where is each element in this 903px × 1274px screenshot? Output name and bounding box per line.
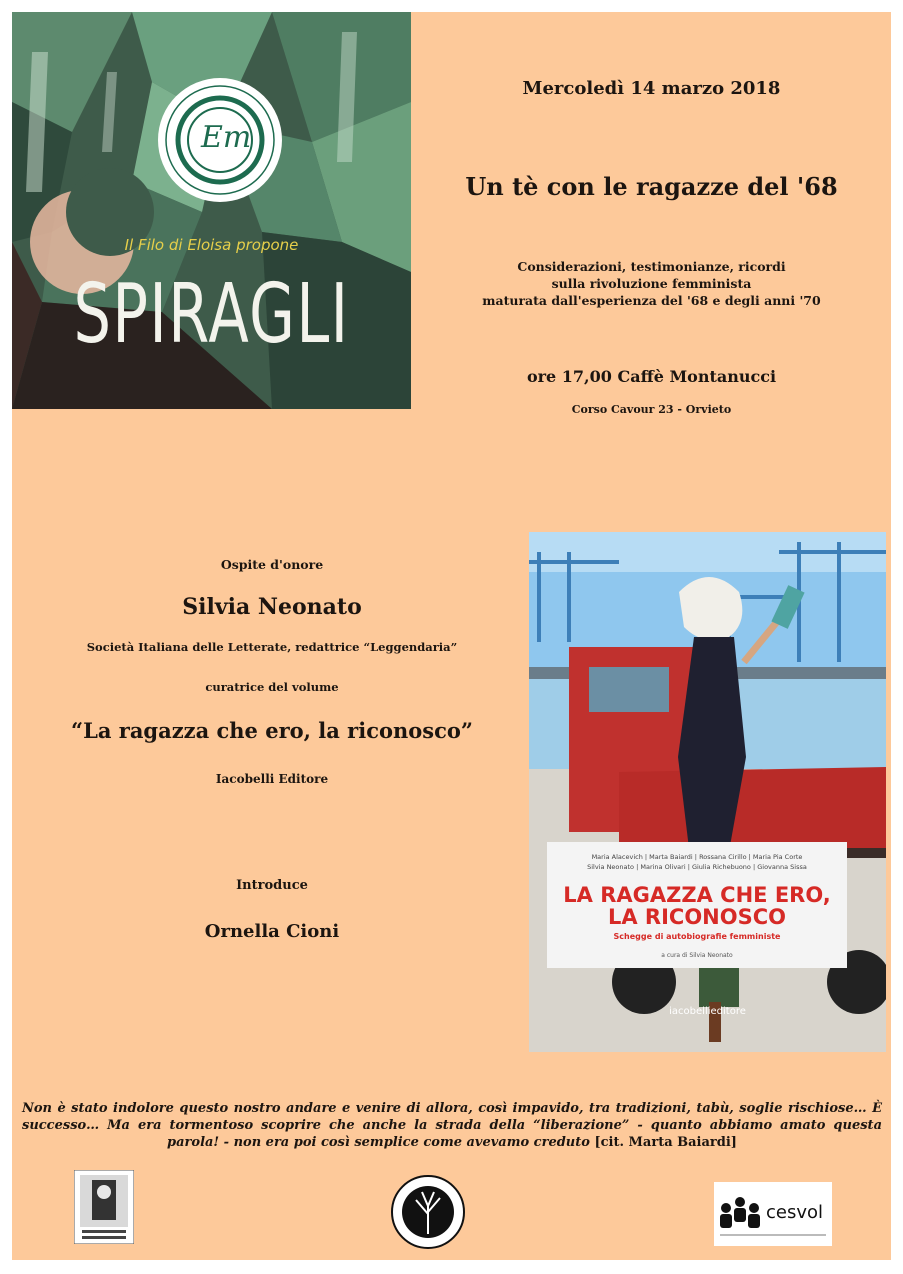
ospite-label: Ospite d'onore xyxy=(220,557,324,572)
filo-di-eloisa-logo: Em xyxy=(201,120,252,155)
book-cover-title xyxy=(547,884,847,928)
description-line: maturata dall'esperienza del '68 e degli anni '70 xyxy=(482,293,821,308)
event-poster xyxy=(12,12,891,1260)
description-line: sulla rivoluzione femminista xyxy=(551,276,752,291)
spiragli-propone: Il Filo di Eloisa propone xyxy=(124,236,299,254)
event-description xyxy=(412,258,891,309)
quote-citation: [cit. Marta Baiardi] xyxy=(594,1135,737,1150)
book-cover-image xyxy=(529,532,886,1052)
cesvol-logo xyxy=(714,1182,832,1246)
lettori-portatili-emblem xyxy=(74,1170,134,1244)
guest-affiliation: Società Italiana delle Letterate, redattrice “Leggendaria” xyxy=(86,640,458,654)
book-cover-title-line: LA RICONOSCO xyxy=(607,905,786,929)
book-cover-subtitle: Schegge di autobiografie femministe xyxy=(613,932,781,941)
event-time-place: ore 17,00 Caffè Montanucci xyxy=(526,367,777,386)
guest-name: Silvia Neonato xyxy=(182,594,362,620)
spiragli-cover-image xyxy=(12,12,411,409)
description-line: Considerazioni, testimonianze, ricordi xyxy=(517,259,786,274)
book-authors xyxy=(551,852,843,872)
event-title: Un tè con le ragazze del '68 xyxy=(465,172,838,201)
introducer-name: Ornella Cioni xyxy=(204,921,340,942)
spiragli-title: SPIRAGLI xyxy=(73,267,350,362)
event-address: Corso Cavour 23 - Orvieto xyxy=(571,403,732,416)
book-cover-cura: a cura di Silvia Neonato xyxy=(661,952,733,959)
quote-block xyxy=(22,1100,882,1151)
tree-icon xyxy=(390,1174,466,1250)
curatrice-label: curatrice del volume xyxy=(205,680,339,694)
book-cover-photo xyxy=(529,532,886,1052)
book-authors-line: Silvia Neonato | Marina Olivari | Giulia Richebuono | Giovanna Sissa xyxy=(587,863,807,871)
quote-text: Non è stato indolore questo nostro andare e venire di allora, così impavido, tra tradizioni, tabù, soglie rischiose… È successo… Ma era tormentoso scoprire che anche la strada della “liberazione” - quanto abbiamo amato questa parola! - non era poi così semplice come avevamo creduto xyxy=(22,1101,882,1150)
introduce-label: Introduce xyxy=(236,878,308,893)
book-cover-publisher: iacobellieditore xyxy=(669,1006,746,1017)
book-title: “La ragazza che ero, la riconosco” xyxy=(71,718,473,743)
book-authors-line: Maria Alacevich | Marta Baiardi | Rossana Cirillo | Maria Pia Corte xyxy=(591,853,803,861)
lettori-portatili-logo xyxy=(74,1170,134,1244)
book-publisher: Iacobelli Editore xyxy=(215,772,329,786)
book-cover-title-line: LA RAGAZZA CHE ERO, xyxy=(563,883,831,907)
albero-logo xyxy=(390,1174,466,1250)
cesvol-wordmark: cesvol xyxy=(766,1202,824,1223)
event-date: Mercoledì 14 marzo 2018 xyxy=(522,78,781,99)
